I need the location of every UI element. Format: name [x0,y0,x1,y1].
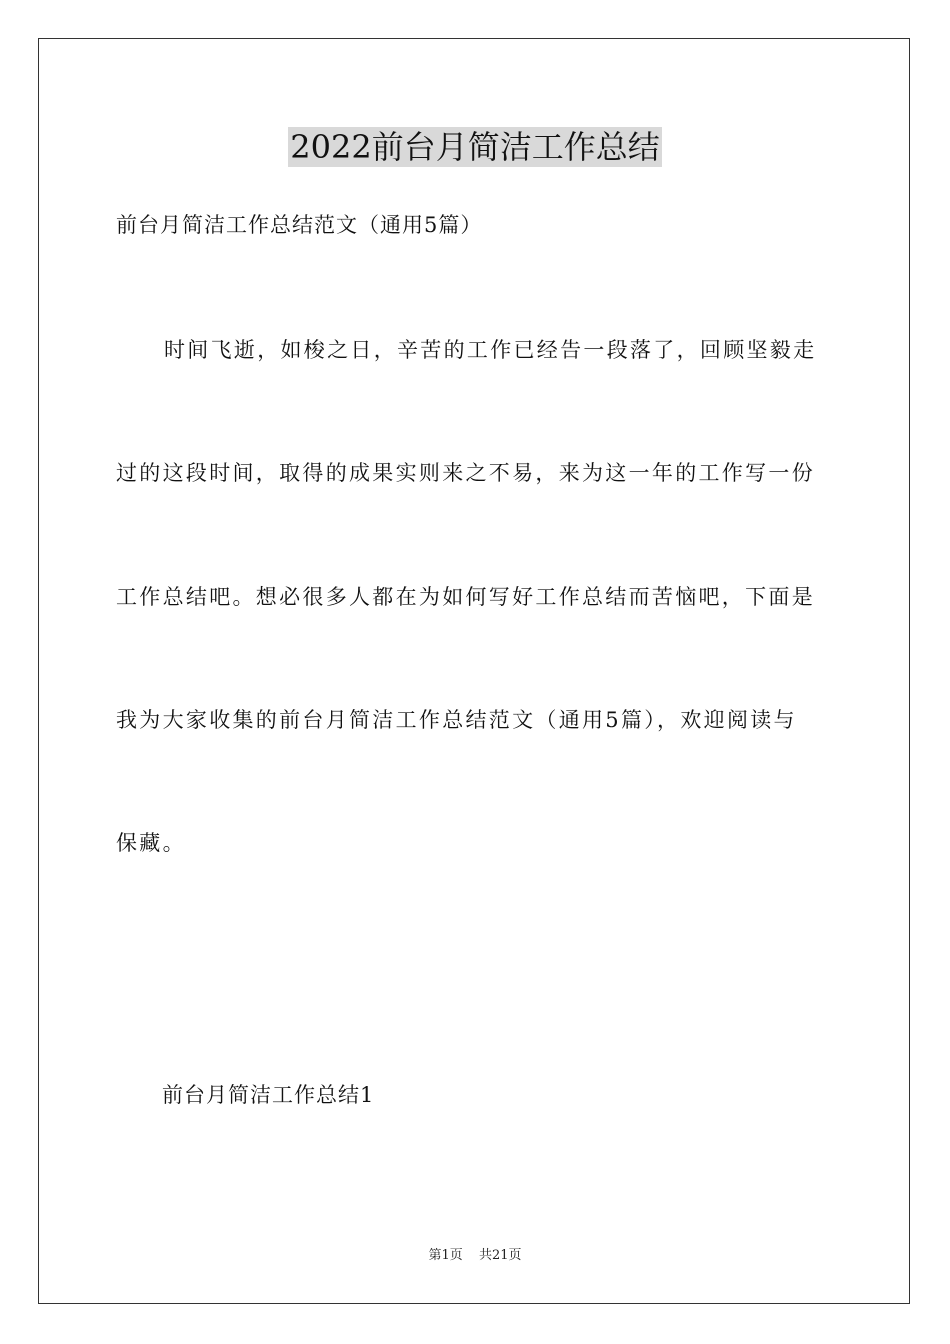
document-subtitle: 前台月简洁工作总结范文（通用5篇） [116,213,483,237]
paragraph-line: 我为大家收集的前台月简洁工作总结范文（通用5篇），欢迎阅读与 [116,708,797,732]
section-heading: 前台月简洁工作总结1 [162,1083,375,1107]
page-footer [0,1247,950,1265]
paragraph-line: 时间飞逝，如梭之日，辛苦的工作已经告一段落了，回顾坚毅走 [164,338,817,362]
paragraph-line: 保藏。 [116,831,186,855]
title-container [0,127,950,167]
paragraph-line: 工作总结吧。想必很多人都在为如何写好工作总结而苦恼吧，下面是 [116,585,815,609]
page-total: 共21页 [478,1248,522,1263]
document-title: 2022前台月简洁工作总结 [290,128,660,166]
page-number: 第1页 [428,1248,463,1263]
paragraph-line: 过的这段时间，取得的成果实则来之不易，来为这一年的工作写一份 [116,461,815,485]
